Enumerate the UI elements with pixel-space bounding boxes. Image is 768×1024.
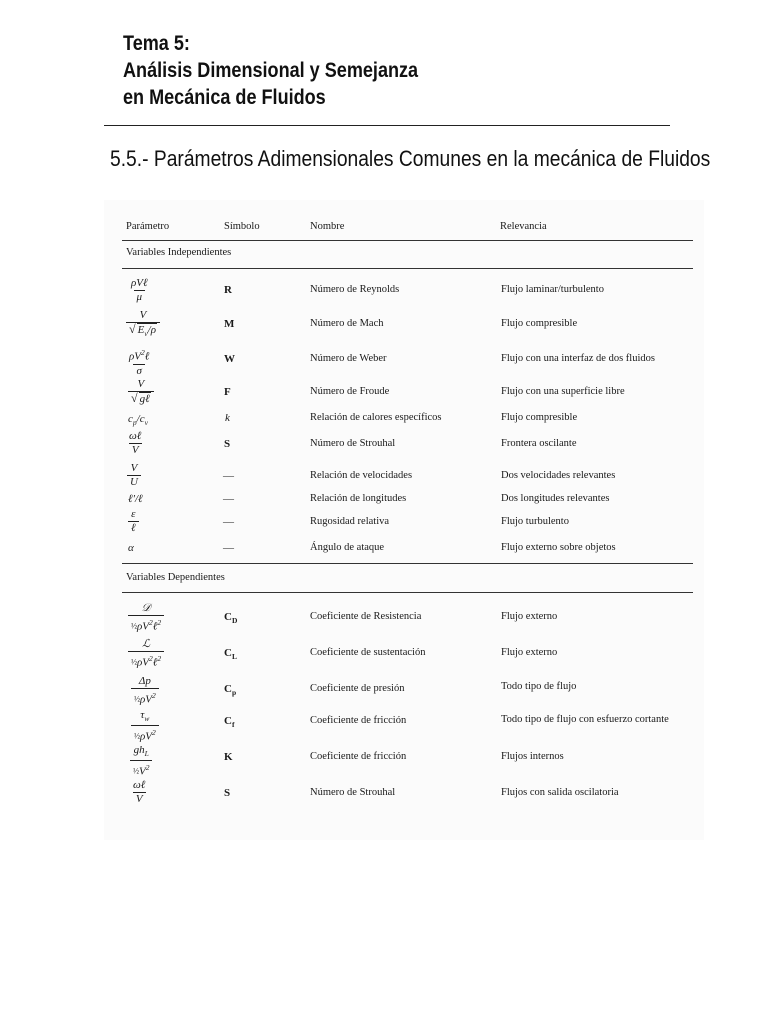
- parameter-symbol: —: [223, 542, 234, 554]
- parameter-relevance: Dos velocidades relevantes: [501, 470, 616, 481]
- parameter-name: Coeficiente de fricción: [310, 751, 407, 762]
- parameter-formula: ωℓ V: [129, 430, 142, 456]
- parameter-symbol: —: [223, 493, 234, 505]
- parameter-name: Relación de velocidades: [310, 470, 413, 481]
- parameter-name: Relación de longitudes: [310, 493, 407, 504]
- parameter-formula: $\rho V^2\ell$ σ: [129, 348, 150, 377]
- topic-title-line-1: Análisis Dimensional y Semejanza: [123, 59, 419, 82]
- column-header-simbolo: Símbolo: [224, 221, 260, 232]
- topic-title-line-2: en Mecánica de Fluidos: [123, 86, 326, 109]
- parameter-formula: $\frac{V}{U}$: [127, 462, 141, 489]
- parameter-formula: ℒ $\frac{1}{2}\rho V^2\ell^2$: [128, 638, 164, 670]
- parameter-relevance: Flujos con salida oscilatoria: [501, 787, 619, 798]
- parameter-symbol: K: [224, 751, 233, 763]
- parameter-symbol: F: [224, 386, 231, 398]
- parameter-formula: 𝒟 $\frac{1}{2}\rho V^2\ell^2$: [128, 602, 164, 634]
- parameter-formula: $\frac{V}{√ E_v/\rho}$: [126, 309, 160, 340]
- parameter-symbol: $C_L$: [224, 647, 237, 662]
- parameter-formula: ρVℓ μ: [131, 277, 148, 303]
- parameter-relevance: Dos longitudes relevantes: [501, 493, 610, 504]
- parameter-relevance: Flujo con una superficie libre: [501, 386, 625, 397]
- parameter-relevance: Flujos internos: [501, 751, 564, 762]
- parameter-name: Coeficiente de Resistencia: [310, 611, 422, 622]
- parameter-symbol: W: [224, 353, 235, 365]
- parameter-symbol: —: [223, 470, 234, 482]
- parameter-name: Número de Strouhal: [310, 438, 396, 449]
- parameter-name: Ángulo de ataque: [310, 542, 385, 553]
- parameter-symbol: $C_D$: [224, 611, 238, 626]
- header-rule: [122, 240, 693, 241]
- group-rule: [122, 268, 693, 269]
- parameter-name: Número de Froude: [310, 386, 390, 397]
- topic-number: Tema 5:: [123, 32, 190, 55]
- parameter-relevance: Flujo externo: [501, 647, 558, 658]
- parameter-symbol: —: [223, 516, 234, 528]
- group-label-independent: Variables Independientes: [126, 247, 232, 258]
- parameter-relevance: Flujo compresible: [501, 412, 578, 423]
- parameter-formula: ε ℓ: [128, 508, 139, 535]
- document-header: [123, 30, 418, 111]
- column-header-relevancia: Relevancia: [500, 221, 547, 232]
- parameter-symbol: M: [224, 318, 235, 330]
- parameter-relevance: Frontera oscilante: [501, 438, 577, 449]
- parameter-name: Coeficiente de sustentación: [310, 647, 426, 658]
- parameter-formula: V √ gℓ: [128, 378, 154, 406]
- parameter-symbol: R: [224, 284, 232, 296]
- section-title: 5.5.- Parámetros Adimensionales Comunes en la mecánica de Fluidos: [110, 146, 711, 171]
- group-label-dependent: Variables Dependientes: [126, 572, 225, 583]
- parameter-formula: α: [128, 542, 134, 554]
- parameter-name: Número de Mach: [310, 318, 384, 329]
- header-divider: [104, 125, 670, 126]
- parameter-formula: $\frac{\Delta p}{\frac{1}{2}\rho V^2}$: [131, 675, 159, 707]
- parameter-formula: $c_p/c_v$: [128, 413, 148, 428]
- parameter-formula: ωℓ V: [133, 779, 146, 805]
- parameter-relevance: Flujo laminar/turbulento: [501, 284, 604, 295]
- parameter-formula: $\frac{\tau_w}{\frac{1}{2}\rho V^2}$: [131, 709, 159, 744]
- column-header-nombre: Nombre: [310, 221, 345, 232]
- parameter-name: Número de Strouhal: [310, 787, 396, 798]
- parameter-relevance: Todo tipo de flujo: [501, 681, 577, 692]
- parameter-name: Relación de calores específicos: [310, 412, 442, 423]
- parameter-relevance: Flujo externo sobre objetos: [501, 542, 616, 553]
- column-header-parametro: Parámetro: [126, 221, 170, 232]
- parameter-name: Coeficiente de fricción: [310, 715, 407, 726]
- parameter-name: Rugosidad relativa: [310, 516, 390, 527]
- parameter-relevance: Flujo turbulento: [501, 516, 569, 527]
- parameter-relevance: Flujo con una interfaz de dos fluidos: [501, 353, 655, 364]
- parameter-relevance: Flujo externo: [501, 611, 558, 622]
- parameter-symbol: $C_p$: [224, 683, 237, 698]
- parameter-formula: $gh_L$ $\frac{1}{2}V^2$: [130, 744, 152, 779]
- parameters-table: [104, 200, 704, 840]
- parameter-symbol: k: [225, 412, 230, 424]
- group-rule: [122, 592, 693, 593]
- parameter-relevance: Flujo compresible: [501, 318, 578, 329]
- group-rule: [122, 563, 693, 564]
- parameter-symbol: S: [224, 787, 231, 799]
- parameter-name: Coeficiente de presión: [310, 683, 405, 694]
- parameter-symbol: $C_f$: [224, 715, 235, 730]
- parameter-name: Número de Reynolds: [310, 284, 400, 295]
- parameter-symbol: S: [224, 438, 231, 450]
- parameter-name: Número de Weber: [310, 353, 387, 364]
- parameter-formula: ℓ′/ℓ: [128, 493, 143, 505]
- parameter-relevance: Todo tipo de flujo con esfuerzo cortante: [501, 714, 669, 725]
